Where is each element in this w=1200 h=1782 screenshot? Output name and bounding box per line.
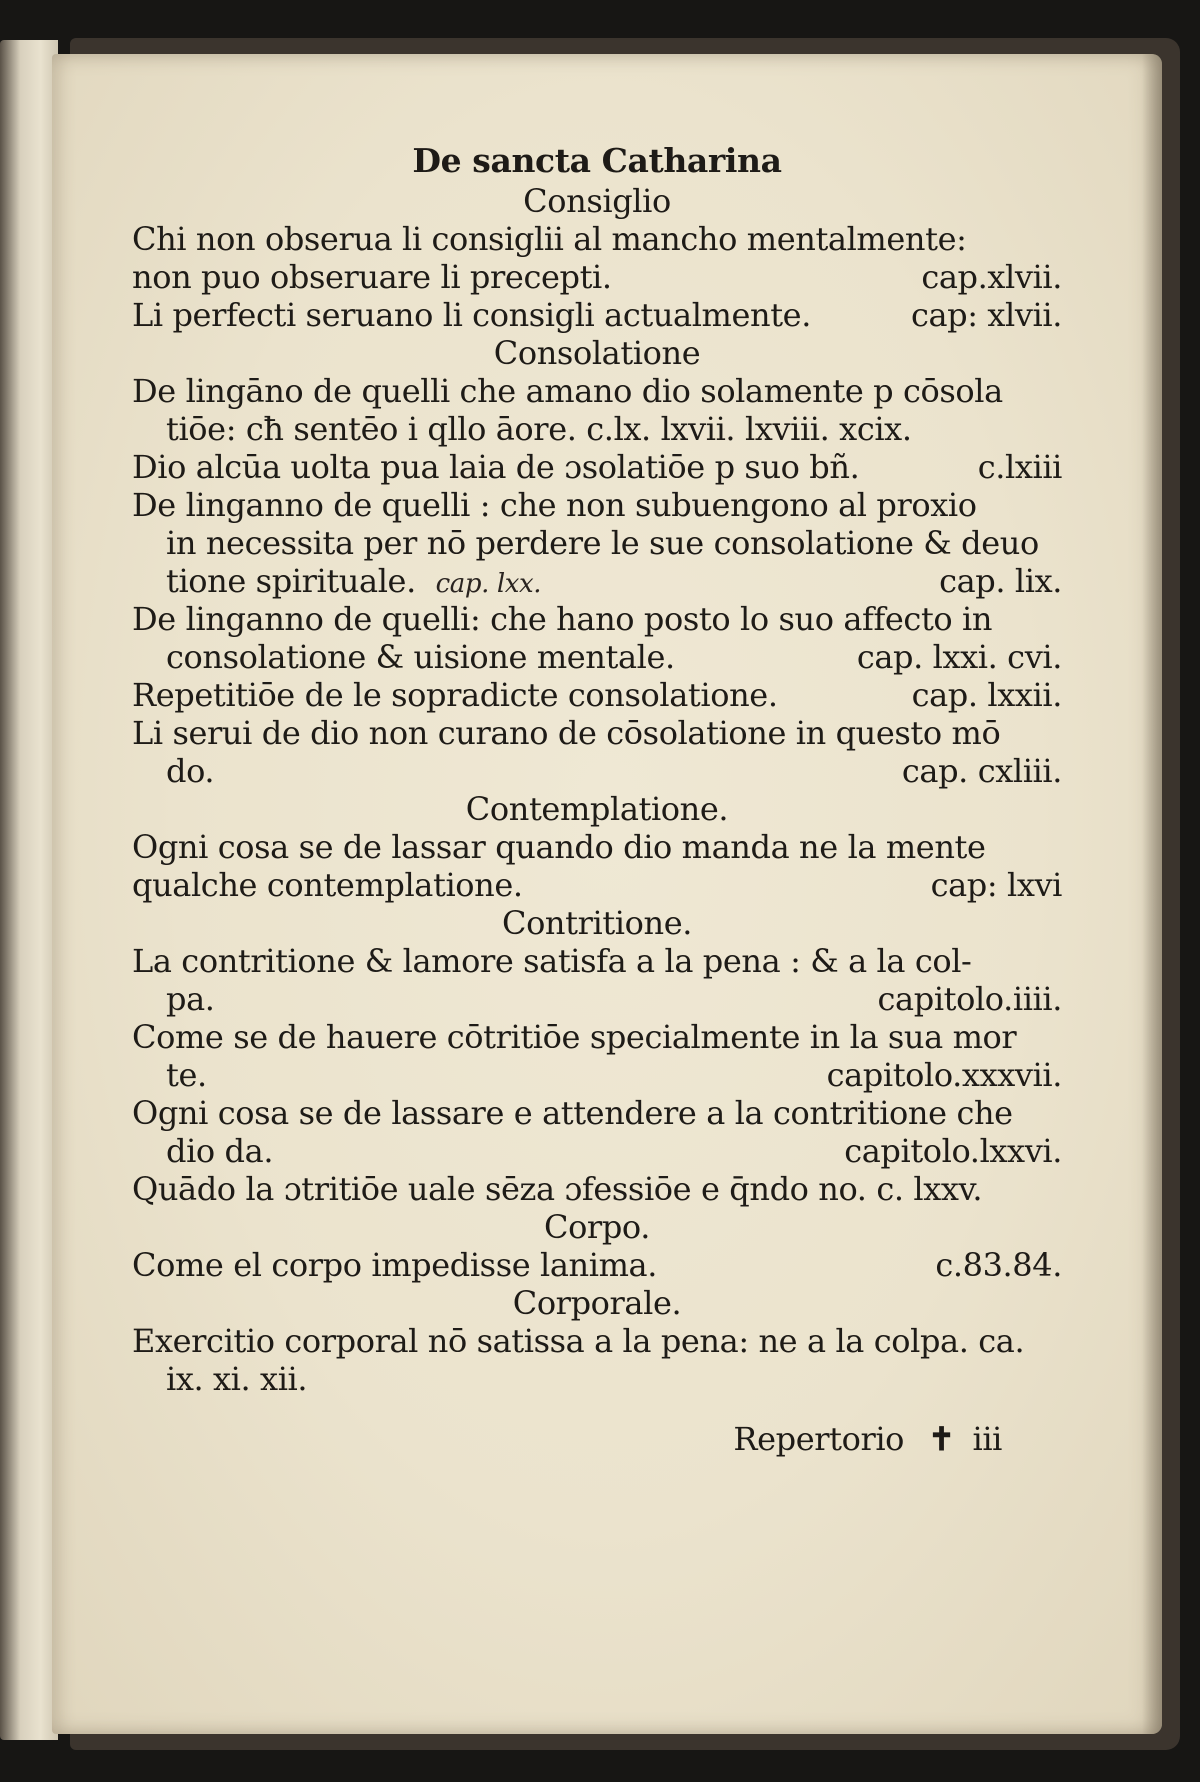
page-footer — [132, 1420, 1062, 1458]
entry-reference: cap. lxxi. cvi. — [856, 638, 1062, 676]
entry-reference: c.lxiii — [977, 448, 1062, 486]
entry-line: De linganno de quelli: che hano posto lo suo affecto in — [132, 600, 993, 638]
handwritten-note: cap. lxx. — [435, 569, 542, 599]
entry-continuation: in necessita per nō perdere le sue consolatione & deuo — [166, 524, 1039, 562]
entry-reference: cap: xlvii. — [910, 296, 1062, 334]
entry-text: Repetitiōe de le sopradicte consolatione. — [132, 676, 778, 714]
entry-line — [132, 1246, 1062, 1284]
entry-line: Li serui de dio non curano de cōsolatione in questo mō — [132, 714, 1001, 752]
entry-line — [132, 676, 1062, 714]
entry-reference: c.83.84. — [935, 1246, 1062, 1284]
entry-line — [132, 562, 1062, 600]
entry-reference: cap: lxvi — [930, 866, 1062, 904]
section-heading-contemplatione: Contemplatione. — [465, 790, 729, 828]
entry-reference: capitolo.lxxvi. — [844, 1132, 1062, 1170]
entry-continuation: non puo obseruare li precepti. — [132, 258, 612, 296]
entry-line — [132, 296, 1062, 334]
section-heading-contritione: Contritione. — [501, 904, 693, 942]
entry-line — [132, 638, 1062, 676]
folio-signature: iii — [972, 1420, 1002, 1458]
entry-line: Ogni cosa se de lassar quando dio manda ne la mente — [132, 828, 986, 866]
text-block — [132, 140, 1062, 1458]
entry-text: Come el corpo impedisse lanima. — [132, 1246, 657, 1284]
entry-line: Chi non obserua li consiglii al mancho mentalmente: — [132, 220, 967, 258]
entry-line: La contritione & lamore satisfa a la pena : & a la col- — [132, 942, 972, 980]
running-title: De sancta Catharina — [412, 141, 782, 180]
entry-reference: cap. lxxii. — [911, 676, 1062, 714]
entry-continuation: te. — [166, 1056, 207, 1094]
entry-line — [132, 448, 1062, 486]
entry-line — [132, 980, 1062, 1018]
entry-line: Quādo la ɔtritiōe uale sēza ɔfessiōe e q̄ndo no. c. lxxv. — [132, 1170, 983, 1208]
entry-continuation: do. — [166, 752, 215, 790]
entry-line — [132, 866, 1062, 904]
entry-reference: cap. lix. — [939, 562, 1062, 600]
page-fore-edge-shadow — [1142, 54, 1162, 1734]
section-heading-corpo: Corpo. — [543, 1208, 650, 1246]
entry-line — [132, 752, 1062, 790]
entry-line — [132, 258, 1062, 296]
entry-reference: capitolo.xxxvii. — [826, 1056, 1062, 1094]
section-heading-consiglio: Consiglio — [523, 182, 671, 220]
section-heading-corporale: Corporale. — [512, 1284, 682, 1322]
entry-text: Dio alcūa uolta pua laia de ɔsolatiōe p suo bñ. — [132, 448, 860, 486]
book-page — [52, 54, 1162, 1734]
entry-text: Li perfecti seruano li consigli actualmente. — [132, 296, 811, 334]
entry-line — [132, 1132, 1062, 1170]
entry-line: Exercitio corporal nō satissa a la pena: ne a la colpa. ca. — [132, 1322, 1025, 1360]
entry-continuation: dio da. — [166, 1132, 274, 1170]
entry-line: Ogni cosa se de lassare e attendere a la contritione che — [132, 1094, 1013, 1132]
section-heading-consolatione: Consolatione — [493, 334, 701, 372]
entry-reference: cap. cxliii. — [901, 752, 1062, 790]
entry-reference: capitolo.iiii. — [877, 980, 1062, 1018]
signature-cross-icon: ✝ — [928, 1420, 955, 1458]
facing-page-edge — [0, 40, 58, 1740]
entry-continuation: ix. xi. xii. — [166, 1360, 308, 1398]
entry-continuation: tiōe: cħ sentēo i qllo āore. c.lx. lxvii. lxviii. xcix. — [166, 410, 912, 448]
entry-line: De lingāno de quelli che amano dio solamente p cōsola — [132, 372, 1003, 410]
entry-continuation: consolatione & uisione mentale. — [166, 638, 675, 676]
entry-continuation: qualche contemplatione. — [132, 866, 523, 904]
entry-line: De linganno de quelli : che non subuengono al proxio — [132, 486, 977, 524]
entry-continuation: tione spirituale. — [166, 562, 416, 600]
entry-continuation: pa. — [166, 980, 215, 1018]
entry-line — [132, 1056, 1062, 1094]
catchword: Repertorio — [733, 1420, 905, 1458]
entry-reference: cap.xlvii. — [921, 258, 1062, 296]
entry-line: Come se de hauere cōtritiōe specialmente in la sua mor — [132, 1018, 1017, 1056]
